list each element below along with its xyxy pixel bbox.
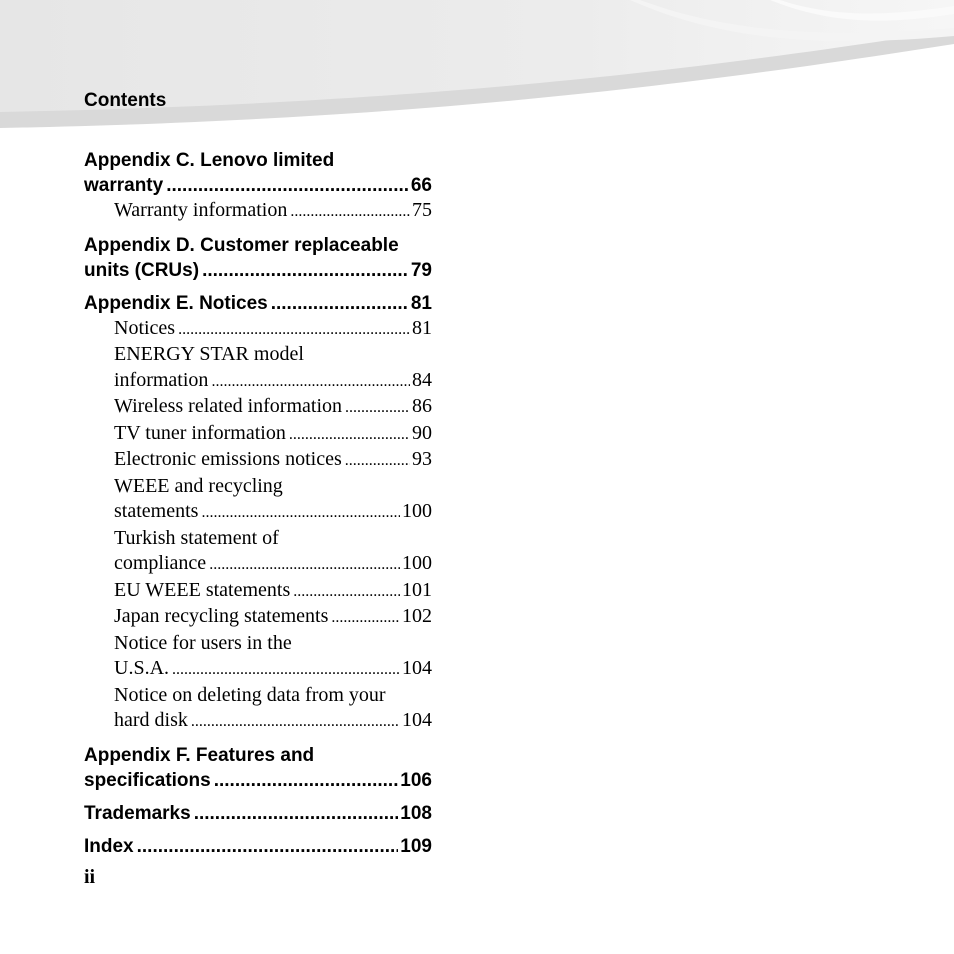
toc-entry-page: 79 (410, 259, 432, 281)
toc-entry[interactable] (84, 316, 432, 343)
toc-dot-leader (345, 394, 410, 421)
toc-dot-leader (293, 578, 400, 605)
toc-dot-leader (290, 198, 410, 225)
toc-entry-title-line: Notice on deleting data from your (114, 683, 386, 706)
toc-entry-title: Trademarks (84, 802, 191, 824)
toc-entry-title: Wireless related information (114, 395, 342, 417)
toc-entry-page: 106 (400, 769, 432, 791)
toc-dot-leader (194, 801, 399, 826)
toc-entry-page: 104 (402, 657, 432, 679)
toc-entry[interactable] (84, 342, 432, 394)
toc-dot-leader (202, 258, 409, 283)
toc-entry-page: 90 (412, 421, 432, 444)
toc-entry-page: 100 (402, 500, 432, 522)
toc-entry-page: 108 (400, 802, 432, 824)
page-number: ii (84, 866, 96, 888)
toc-entry[interactable] (84, 291, 432, 316)
toc-dot-leader (172, 656, 400, 683)
toc-entry-title: statements (114, 500, 199, 522)
toc-dot-leader (209, 551, 400, 578)
toc-entry-page: 86 (412, 395, 432, 417)
toc-dot-leader (214, 768, 399, 793)
toc-entry-title: Japan recycling statements (114, 605, 329, 627)
toc-entry-page: 81 (410, 292, 432, 314)
header-title: Contents (84, 90, 167, 111)
toc-entry[interactable] (84, 834, 432, 859)
toc-entry-title-line: Appendix D. Customer replaceable (84, 234, 399, 256)
toc-entry-title-line: WEEE and recycling (114, 474, 283, 497)
toc-entry-title: Notices (114, 316, 176, 339)
toc-entry-page: 101 (402, 578, 432, 601)
header-swoosh-decoration (0, 0, 954, 140)
toc-entry-title: specifications (84, 769, 211, 791)
toc-entry-title: compliance (114, 552, 207, 574)
toc-entry[interactable] (84, 604, 432, 631)
toc-dot-leader (345, 447, 410, 474)
toc-entry[interactable] (84, 801, 432, 826)
toc-entry-page: 81 (412, 316, 432, 339)
toc-entry-title: units (CRUs) (84, 259, 200, 281)
table-of-contents (84, 148, 432, 859)
toc-entry-title-line: Appendix C. Lenovo limited (84, 150, 335, 171)
toc-entry[interactable] (84, 578, 432, 605)
toc-entry-title: Appendix E. Notices (84, 292, 268, 314)
toc-entry-title: TV tuner information (114, 421, 286, 444)
toc-entry[interactable] (84, 421, 432, 448)
toc-entry-title-line: Notice for users in the (114, 631, 292, 654)
toc-entry-page: 84 (412, 368, 432, 391)
toc-entry-title: EU WEEE statements (114, 578, 291, 601)
toc-entry-title-line: ENERGY STAR model (114, 343, 304, 365)
toc-dot-leader (271, 291, 409, 316)
toc-entry[interactable] (84, 198, 432, 225)
toc-entry[interactable] (84, 148, 432, 198)
toc-entry-title: U.S.A. (114, 657, 170, 679)
toc-entry[interactable] (84, 233, 432, 283)
toc-dot-leader (201, 499, 400, 526)
toc-dot-leader (178, 316, 410, 343)
toc-entry[interactable] (84, 526, 432, 578)
toc-entry-title-line: Turkish statement of (114, 526, 279, 549)
toc-entry-title: Electronic emissions notices (114, 448, 342, 470)
toc-dot-leader (289, 421, 410, 448)
toc-entry-title: warranty (84, 175, 164, 196)
toc-entry[interactable] (84, 474, 432, 526)
toc-entry-page: 75 (412, 199, 432, 221)
toc-entry[interactable] (84, 631, 432, 683)
toc-dot-leader (211, 368, 410, 395)
toc-entry-title: hard disk (114, 709, 188, 731)
toc-entry[interactable] (84, 683, 432, 735)
toc-entry-page: 102 (402, 605, 432, 627)
toc-entry[interactable] (84, 743, 432, 793)
toc-entry-title: information (114, 368, 209, 391)
toc-entry-title: Warranty information (114, 199, 288, 221)
toc-dot-leader (166, 173, 409, 198)
toc-entry-page: 100 (402, 552, 432, 574)
toc-entry-page: 104 (402, 709, 432, 731)
toc-entry[interactable] (84, 447, 432, 474)
toc-dot-leader (137, 834, 399, 859)
toc-dot-leader (191, 708, 400, 735)
toc-entry-title-line: Appendix F. Features and (84, 744, 315, 766)
toc-entry-title: Index (84, 835, 134, 857)
toc-entry-page: 93 (412, 448, 432, 470)
toc-entry-page: 109 (400, 835, 432, 857)
toc-entry[interactable] (84, 394, 432, 421)
toc-dot-leader (331, 604, 400, 631)
toc-entry-page: 66 (410, 175, 432, 196)
